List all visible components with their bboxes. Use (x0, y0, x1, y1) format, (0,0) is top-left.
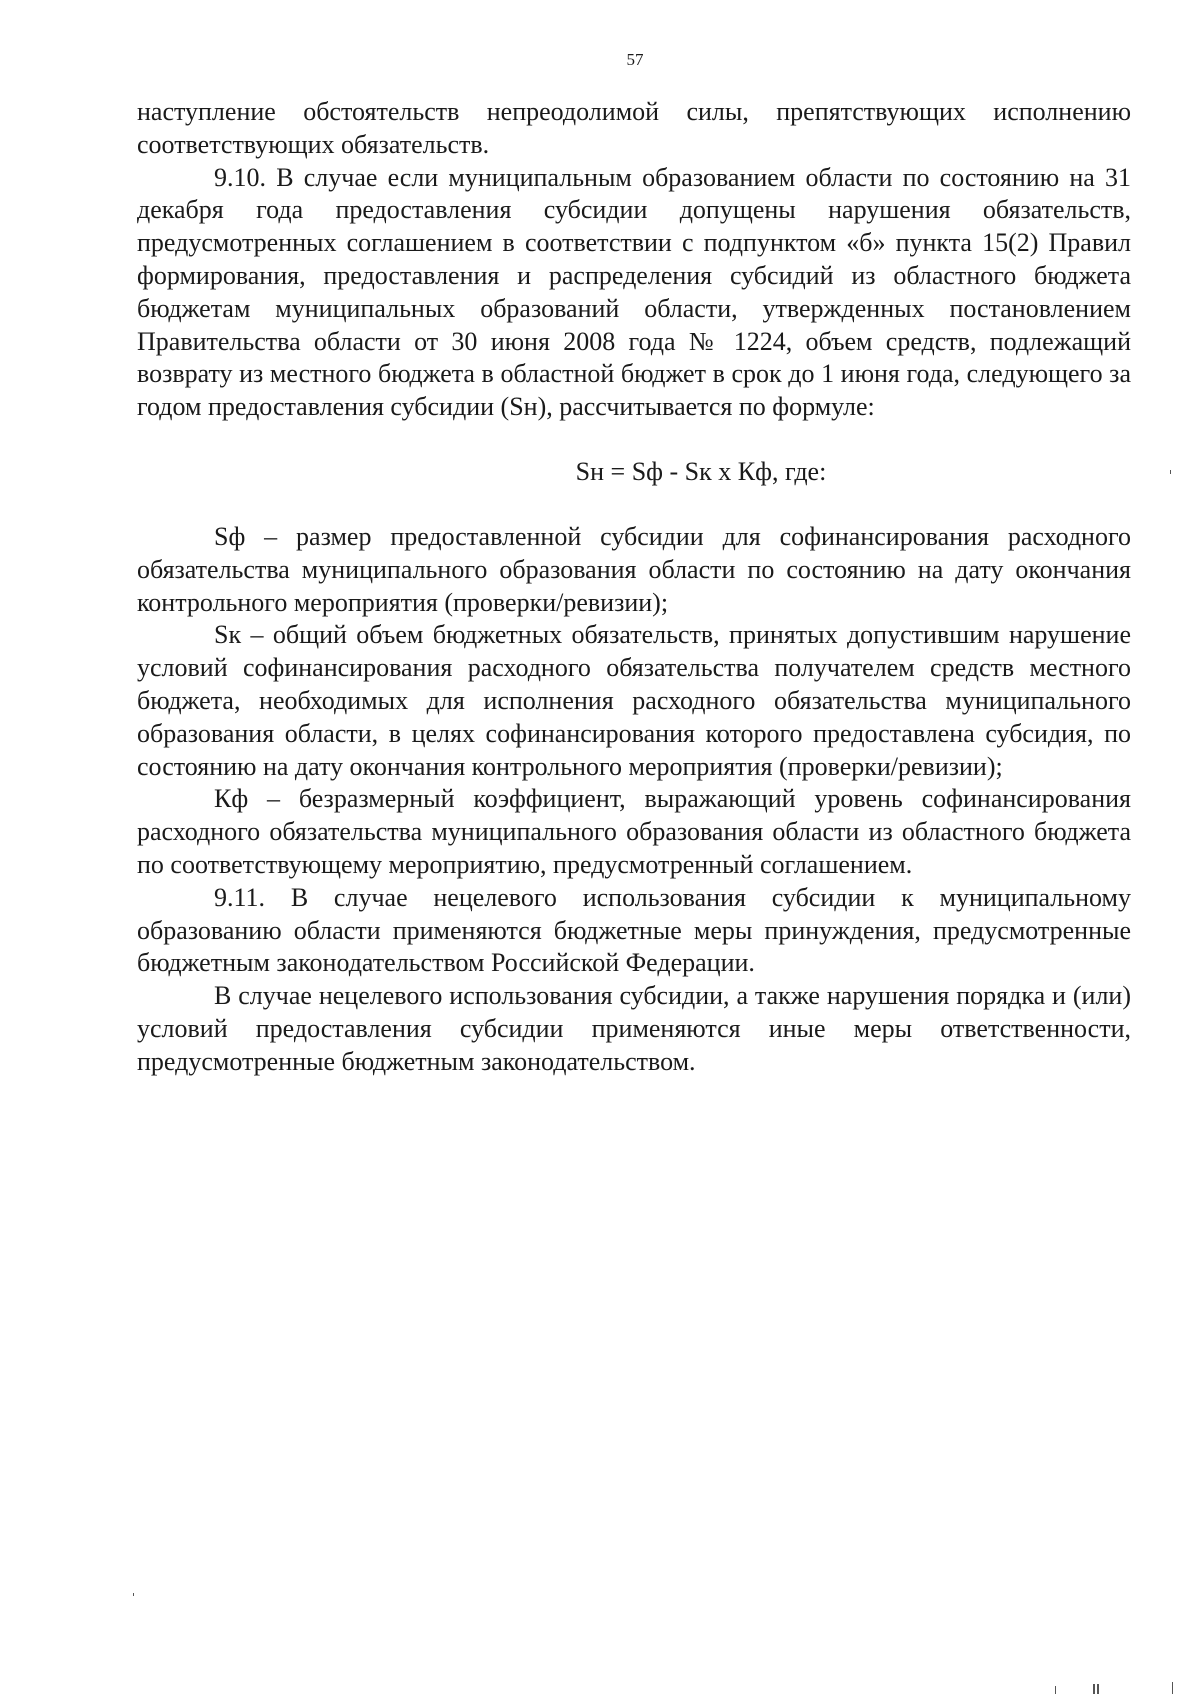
page-number: 57 (626, 50, 644, 69)
scan-speck (133, 1593, 134, 1596)
scan-speck (1170, 470, 1171, 474)
definition-sk: Sк – общий объем бюджетных обязательств, принятых допустившим нарушение условий софинансирования расходного обязательства получателем средств местного бюджета, необходимых для исполнения расходного обязательства муниципального образования области, в целях софинансирования которого предоставлена субсидия, по состоянию на дату окончания контрольного мероприятия (проверки/ревизии); (137, 620, 1131, 781)
scan-speck (1097, 1684, 1099, 1694)
formula: Sн = Sф - Sк x Кф, где: (575, 456, 827, 486)
scan-speck (1172, 1682, 1173, 1694)
document-body (137, 96, 1131, 1079)
paragraph-continuation: наступление обстоятельств непреодолимой силы, препятствующих исполнению соответствующих обязательств. (137, 97, 1131, 159)
scan-speck (1093, 1684, 1095, 1694)
definition-kf: Кф – безразмерный коэффициент, выражающий уровень софинансирования расходного обязательства муниципального образования области из областного бюджета по соответствующему мероприятию, предусмотренный соглашением. (137, 784, 1131, 879)
paragraph-9-10: 9.10. В случае если муниципальным образованием области по состоянию на 31 декабря года предоставления субсидии допущены нарушения обязательств, предусмотренных соглашением в соответствии с подпунктом «б» пункта 15(2) Правил формирования, предоставления и распределения субсидий из областного бюджета бюджетам муниципальных образований области, утвержденных постановлением Правительства области от 30 июня 2008 года № 1224, объем средств, подлежащий возврату из местного бюджета в областной бюджет в срок до 1 июня года, следующего за годом предоставления субсидии (Sн), рассчитывается по формуле: (137, 162, 1131, 422)
paragraph-9-11: 9.11. В случае нецелевого использования субсидии к муниципальному образованию области применяются бюджетные меры принуждения, предусмотренные бюджетным законодательством Российской Федерации. (137, 882, 1131, 978)
definition-sf: Sф – размер предоставленной субсидии для софинансирования расходного обязательства муниципального образования области по состоянию на дату окончания контрольного мероприятия (проверки/ревизии); (137, 521, 1131, 617)
scan-speck (1055, 1686, 1056, 1694)
paragraph-liability: В случае нецелевого использования субсидии, а также нарушения порядка и (или) условий предоставления субсидии применяются иные меры ответственности, предусмотренные бюджетным законодательством. (137, 981, 1131, 1076)
